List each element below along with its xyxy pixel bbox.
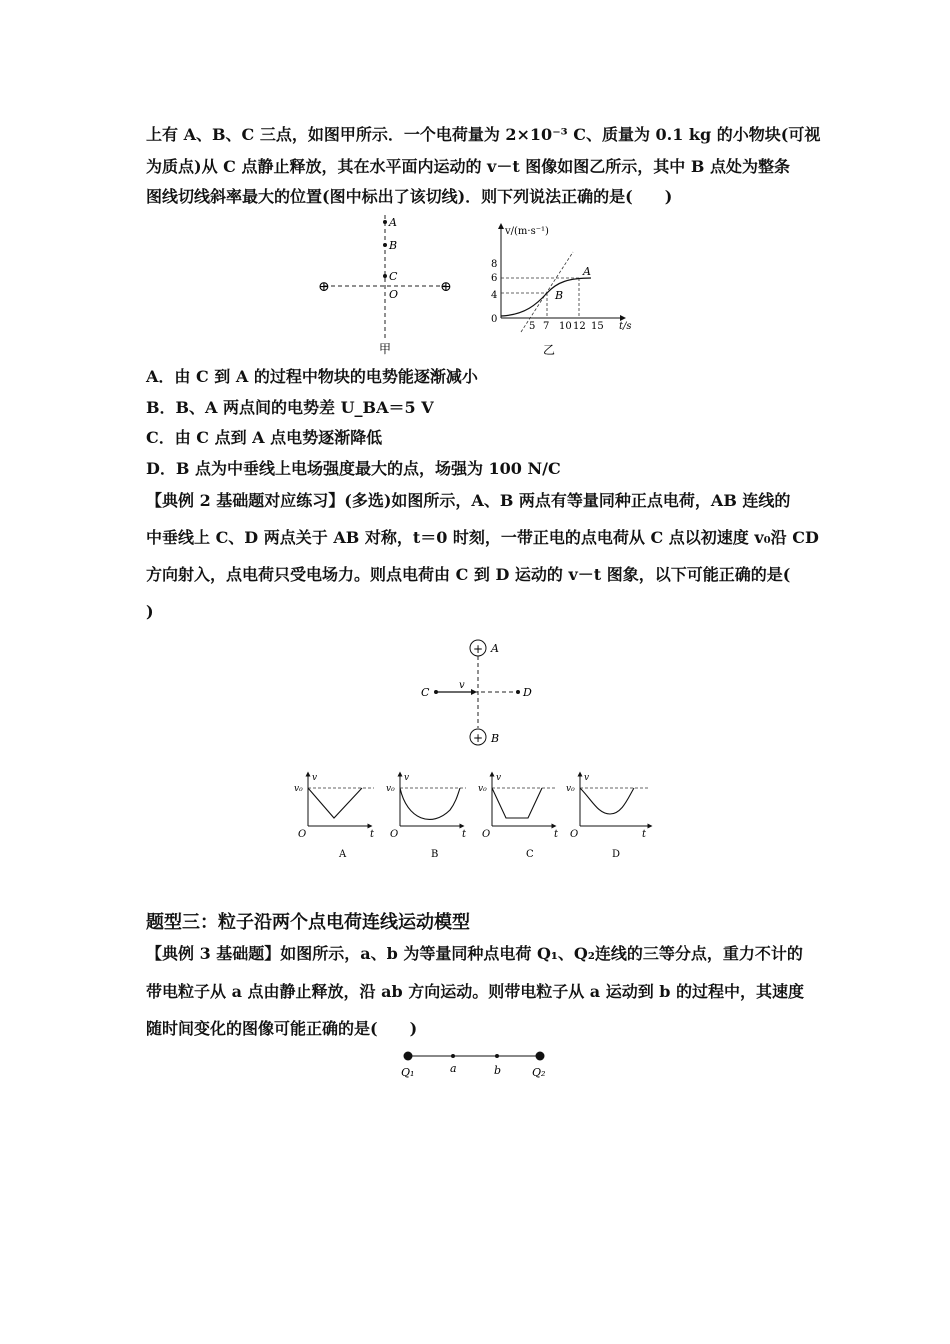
fig-yi-ytick-4: 4 xyxy=(491,290,498,301)
fig-charges-label-C: C xyxy=(421,686,430,699)
fig-yi-xtick-12: 12 xyxy=(573,321,586,332)
problem1-line1: 上有 A、B、C 三点，如图甲所示．一个电荷量为 2×10⁻³ C、质量为 0.1 kg 的小物块(可视 xyxy=(146,125,821,144)
graph-b-caption: B xyxy=(431,849,439,860)
section3-line3: 随时间变化的图像可能正确的是( ) xyxy=(146,1019,418,1038)
graph-c-v0: v₀ xyxy=(478,784,487,794)
problem1-line2: 为质点)从 C 点静止释放，其在水平面内运动的 v－t 图像如图乙所示，其中 B 点处为整条 xyxy=(146,157,790,176)
fig-yi-ytick-0: 0 xyxy=(491,314,498,325)
fig-charges-label-v: v xyxy=(459,680,465,691)
figure-jia xyxy=(310,210,460,360)
problem1-option-c: C．由 C 点到 A 点电势逐渐降低 xyxy=(146,428,383,447)
fig-yi-xtick-15: 15 xyxy=(591,321,604,332)
line-label-b: b xyxy=(494,1064,502,1077)
graph-c-caption: C xyxy=(526,849,534,860)
vt-graph-c xyxy=(478,773,559,860)
fig-yi-label-B: B xyxy=(555,289,564,302)
problem2-line3: 方向射入，点电荷只受电场力。则点电荷由 C 到 D 运动的 v－t 图象，以下可能正确的是( xyxy=(146,565,791,584)
fig-jia-charge-left: ⊕ xyxy=(318,279,330,295)
fig-jia-label-B: B xyxy=(389,239,398,252)
graph-a-origin: O xyxy=(298,829,307,840)
figure-vt-options xyxy=(292,770,662,865)
line-label-q1: Q₁ xyxy=(401,1066,415,1079)
problem1-option-a: A．由 C 到 A 的过程中物块的电势能逐渐减小 xyxy=(146,367,478,386)
problem1-option-b: B．B、A 两点间的电势差 U_BA＝5 V xyxy=(146,398,434,417)
graph-b-y-label: v xyxy=(404,773,410,783)
graph-a-x-label: t xyxy=(370,829,375,840)
section3-heading: 题型三：粒子沿两个点电荷连线运动模型 xyxy=(146,912,470,933)
fig-jia-label-C: C xyxy=(389,270,398,283)
graph-c-y-label: v xyxy=(496,773,502,783)
vt-graph-a xyxy=(294,773,375,860)
fig-yi-caption: 乙 xyxy=(543,343,556,357)
vt-graph-d xyxy=(566,773,650,860)
fig-yi-label-A: A xyxy=(583,265,591,278)
fig-jia-charge-right: ⊕ xyxy=(440,279,452,295)
graph-c-x-label: t xyxy=(554,829,559,840)
graph-a-y-label: v xyxy=(312,773,318,783)
fig-charges-label-B: B xyxy=(491,732,500,745)
fig-yi-x-axis-label: t/s xyxy=(619,321,632,332)
fig-jia-caption: 甲 xyxy=(379,342,392,356)
problem2-line4: ) xyxy=(146,602,154,621)
problem1-option-d: D．B 点为中垂线上电场强度最大的点，场强为 100 N/C xyxy=(146,459,561,478)
charge-plus-B: + xyxy=(473,731,484,745)
figure-yi xyxy=(485,220,645,360)
line-label-a: a xyxy=(450,1062,457,1075)
graph-d-caption: D xyxy=(612,849,621,860)
fig-yi-xtick-7: 7 xyxy=(543,321,550,332)
figure-charges xyxy=(415,636,545,748)
graph-b-x-label: t xyxy=(462,829,467,840)
fig-jia-label-O: O xyxy=(389,288,399,301)
line-label-q2: Q₂ xyxy=(532,1066,546,1079)
fig-jia-label-A: A xyxy=(389,216,397,229)
fig-yi-y-axis-label: v/(m·s⁻¹) xyxy=(505,226,549,237)
vt-graph-b xyxy=(386,773,467,860)
problem2-line2: 中垂线上 C、D 两点关于 AB 对称，t＝0 时刻，一带正电的点电荷从 C 点以初速度 v₀沿 CD xyxy=(146,528,819,547)
graph-b-v0: v₀ xyxy=(386,784,395,794)
fig-charges-label-A: A xyxy=(491,642,499,655)
problem1-line3: 图线切线斜率最大的位置(图中标出了该切线)．则下列说法正确的是( ) xyxy=(146,187,673,206)
fig-yi-xtick-5: 5 xyxy=(529,321,536,332)
fig-charges-label-D: D xyxy=(523,686,532,699)
problem2-line1: 【典例 2 基础题对应练习】(多选)如图所示，A、B 两点有等量同种正点电荷，AB 连线的 xyxy=(146,491,791,510)
section3-line1: 【典例 3 基础题】如图所示，a、b 为等量同种点电荷 Q₁、Q₂连线的三等分点，重力不计的 xyxy=(146,944,803,963)
fig-yi-ytick-8: 8 xyxy=(491,259,498,270)
graph-b-origin: O xyxy=(390,829,399,840)
figure-charge-line xyxy=(392,1046,556,1084)
fig-yi-xtick-10: 10 xyxy=(559,321,572,332)
graph-d-y-label: v xyxy=(584,773,590,783)
graph-c-origin: O xyxy=(482,829,491,840)
charge-plus-A: + xyxy=(473,642,484,656)
fig-yi-ytick-6: 6 xyxy=(491,273,498,284)
graph-a-caption: A xyxy=(339,849,347,860)
graph-d-origin: O xyxy=(570,829,579,840)
section3-line2: 带电粒子从 a 点由静止释放，沿 ab 方向运动。则带电粒子从 a 运动到 b 的过程中，其速度 xyxy=(146,982,805,1001)
graph-d-v0: v₀ xyxy=(566,784,575,794)
graph-d-x-label: t xyxy=(642,829,647,840)
graph-a-v0: v₀ xyxy=(294,784,303,794)
